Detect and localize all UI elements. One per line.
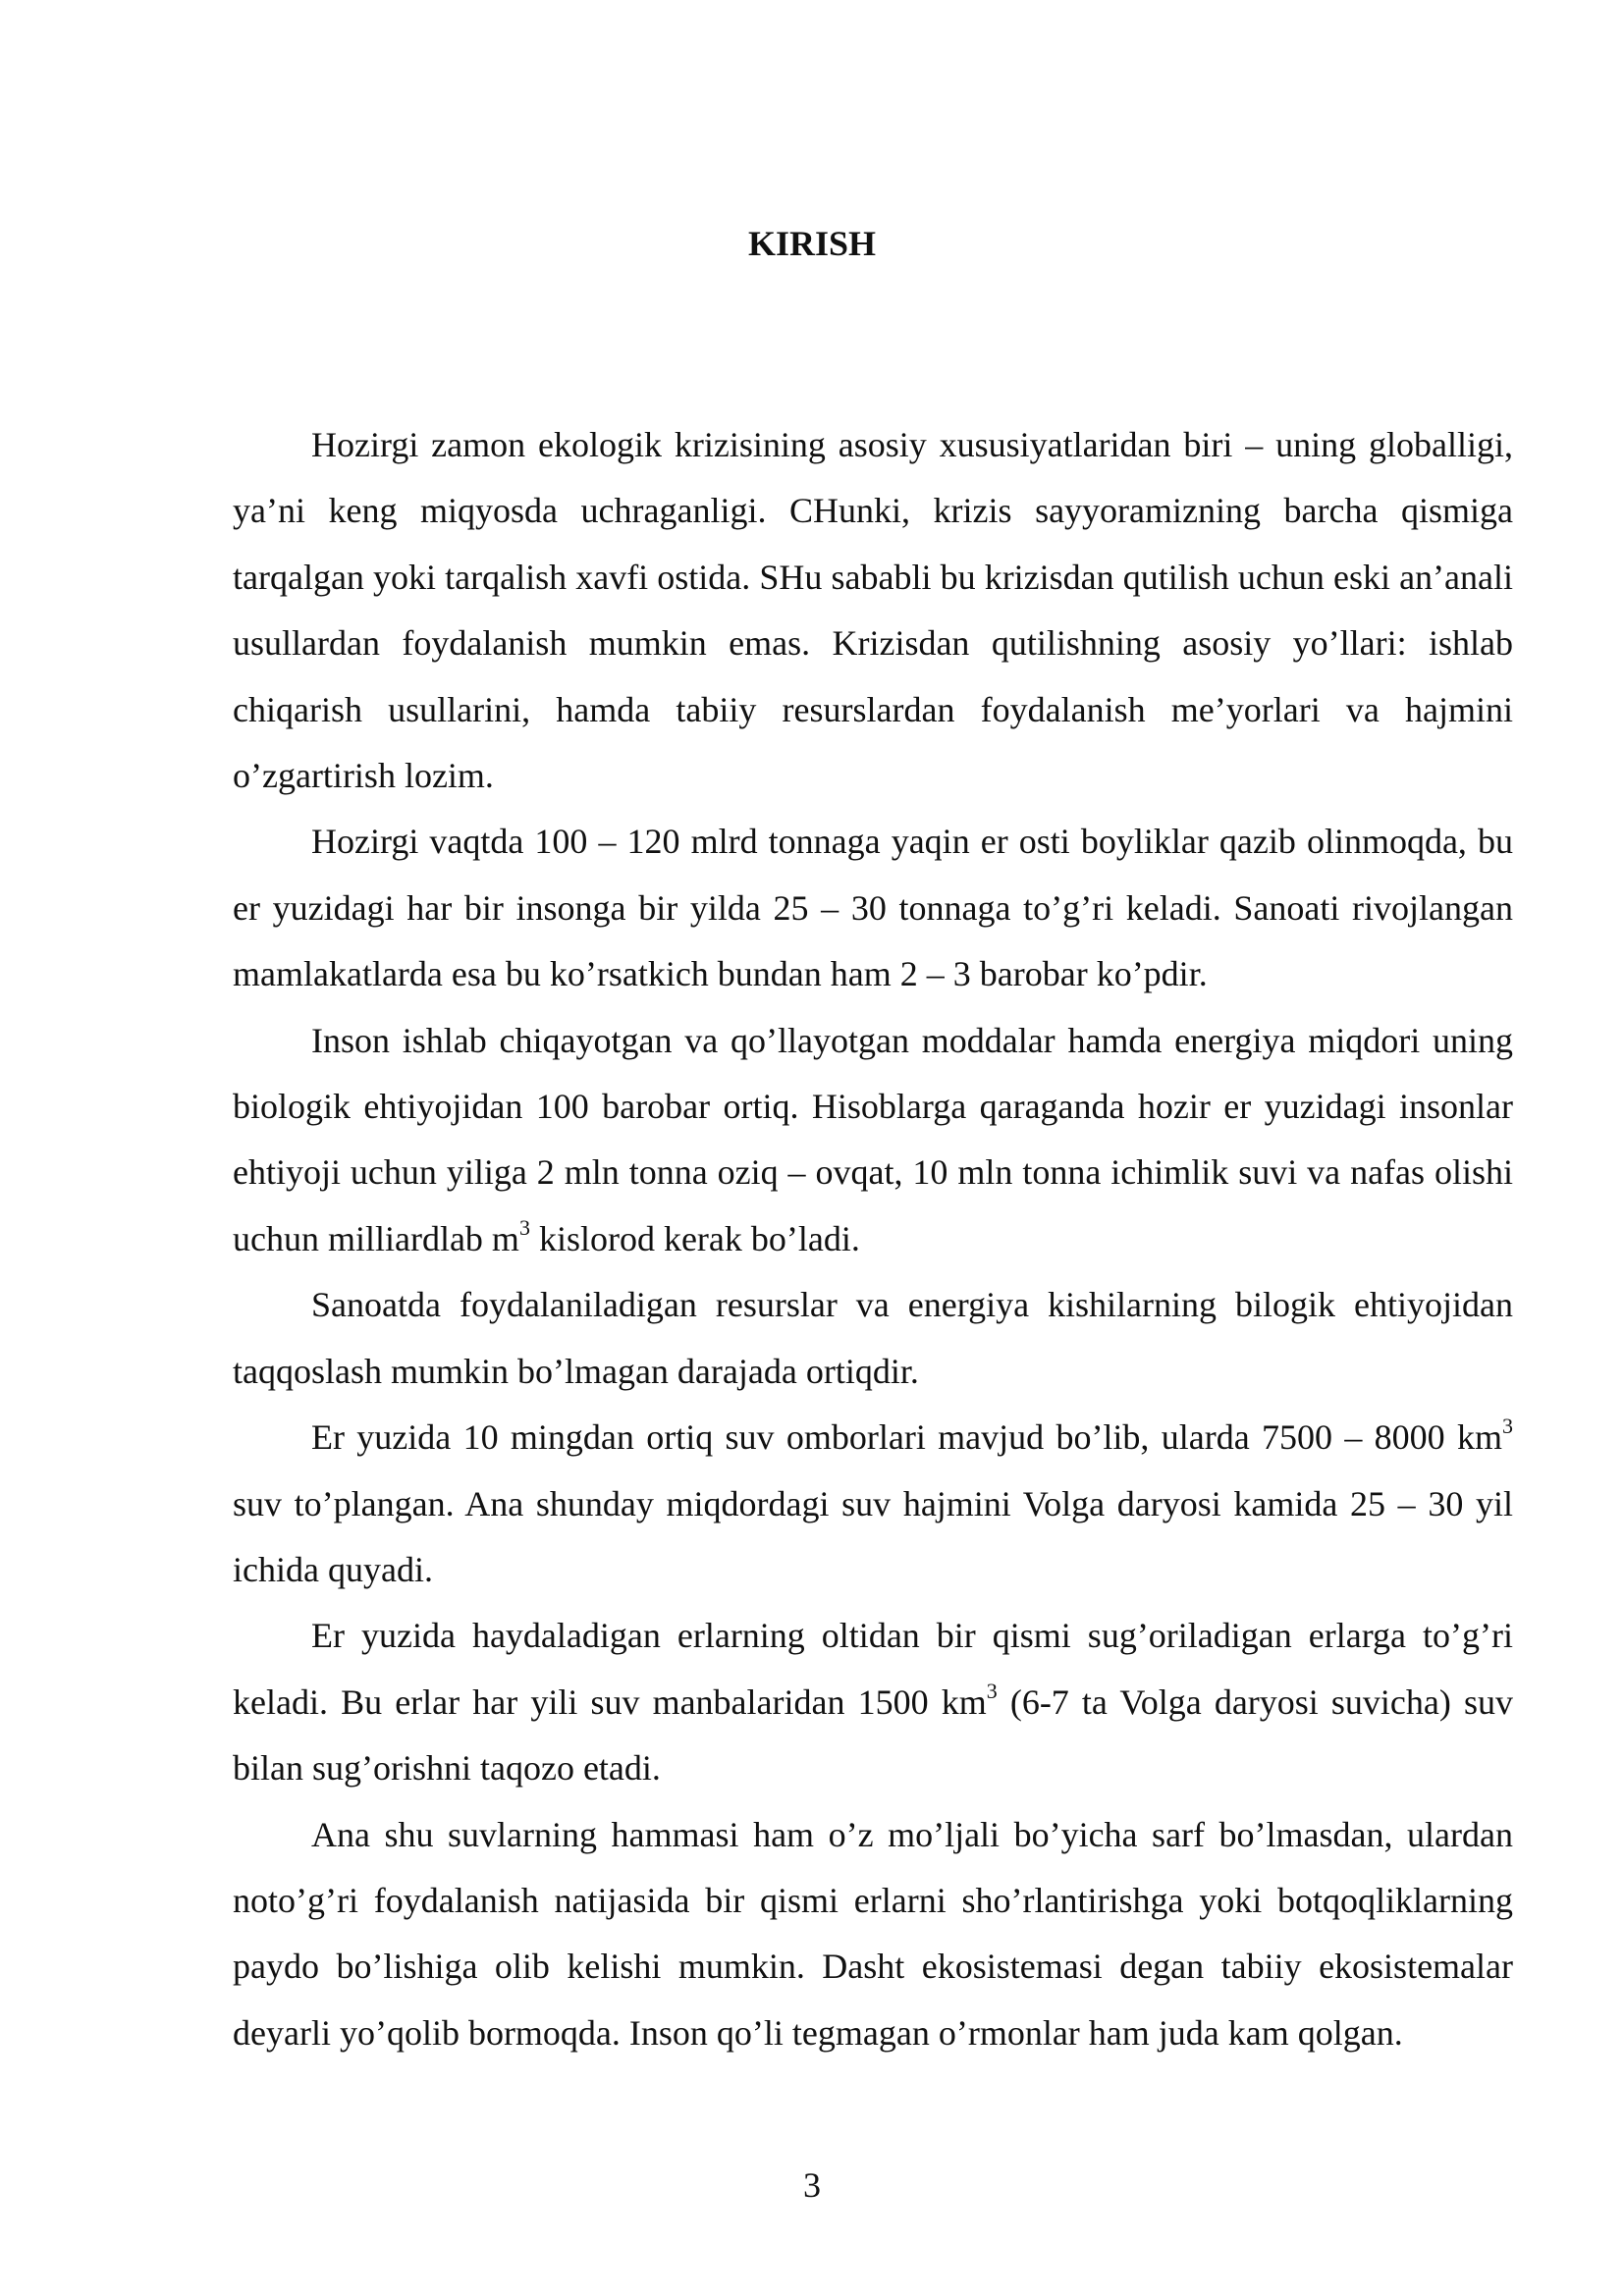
paragraph-3-text: Inson ishlab chiqayotgan va qo’llayotgan moddalar hamda energiya miqdori uning biologik ehtiyojidan 100 barobar ortiq. Hisoblarga qaraganda hozir er yuzidagi insonlar ehtiyoji uchun yiliga 2 mln tonna oziq – ovqat, 10 mln tonna ichimlik suvi va nafas olishi uchun milliardlab m: [233, 1020, 1513, 1258]
superscript-cubed: 3: [1502, 1414, 1513, 1439]
paragraph-6: [233, 1603, 1513, 1801]
paragraph-5: [233, 1405, 1513, 1603]
paragraph-4: Sanoatda foydalaniladigan resurslar va energiya kishilarning bilogik ehtiyojidan taqqoslash mumkin bo’lmagan darajada ortiqdir.: [233, 1285, 1513, 1391]
paragraph-5-text-end: suv to’plangan. Ana shunday miqdordagi suv hajmini Volga daryosi kamida 25 – 30 yil ichida quyadi.: [233, 1483, 1513, 1589]
paragraph-7: Ana shu suvlarning hammasi ham o’z mo’ljali bo’yicha sarf bo’lmasdan, ulardan noto’g’ri foydalanish natijasida bir qismi erlarni sho’rlantirishga yoki botqoqliklarning paydo bo’lishiga olib kelishi mumkin. Dasht ekosistemasi degan tabiiy ekosistemalar deyarli yo’qolib bormoqda. Inson qo’li tegmagan o’rmonlar ham juda kam qolgan.: [233, 1814, 1513, 2053]
paragraph-1: Hozirgi zamon ekologik krizisining asosiy xususiyatlaridan biri – uning globalligi, ya’ni keng miqyosda uchraganligi. CHunki, krizis sayyoramizning barcha qismiga tarqalgan yoki tarqalish xavfi ostida. SHu sababli bu krizisdan qutilish uchun eski an’anali usullardan foydalanish mumkin emas. Krizisdan qutilishning asosiy yo’llari: ishlab chiqarish usullarini, hamda tabiiy resurslardan foydalanish me’yorlari va hajmini o’zgartirish lozim.: [233, 425, 1513, 796]
superscript-cubed: 3: [986, 1678, 998, 1703]
page-number: 3: [803, 2165, 821, 2205]
section-heading: KIRISH: [747, 224, 877, 263]
paragraph-6-text: Er yuzida haydaladigan erlarning oltidan bir qismi sug’oriladigan erlarga to’g’ri keladi. Bu erlar har yili suv manbalaridan 1500 km: [233, 1616, 1513, 1722]
paragraph-3: [233, 1008, 1513, 1273]
paragraph-2: Hozirgi vaqtda 100 – 120 mlrd tonnaga yaqin er osti boyliklar qazib olinmoqda, bu er yuzidagi har bir insonga bir yilda 25 – 30 tonnaga to’g’ri keladi. Sanoati rivojlangan mamlakatlarda esa bu ko’rsatkich bundan ham 2 – 3 barobar ko’pdir.: [233, 822, 1513, 994]
paragraph-5-text: Er yuzida 10 mingdan ortiq suv omborlari mavjud bo’lib, ularda 7500 – 8000 km: [311, 1417, 1502, 1458]
paragraph-3-text-end: kislorod kerak bo’ladi.: [529, 1218, 860, 1258]
paragraph-6-text-end: (6-7 ta Volga daryosi suvicha) suv bilan sug’orishni taqozo etadi.: [233, 1682, 1513, 1789]
body-text: [233, 412, 1513, 2066]
superscript-cubed: 3: [518, 1214, 530, 1240]
